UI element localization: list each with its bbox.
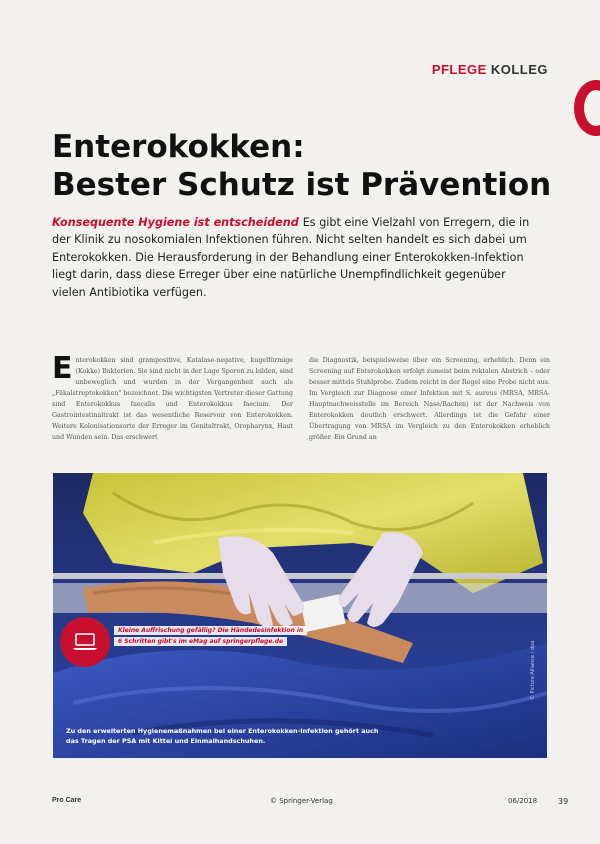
body-column-1 xyxy=(52,355,293,455)
section-tag-part2: KOLLEG xyxy=(490,62,548,77)
body-column-1-text: nterokokken sind grampositive, Katalase-negative, kugelförmige (Kokke) Bakterien. Sie sind nicht in der Lage Sporen zu bilden, sind unbeweglich und wurden in der Vergangenheit auch als „Fäkalstreptokokken" bezeichnet. Die wichtigsten Vertreter dieser Gattung sind Enterokokkus faecalis und Enterokokkus faecium. Der Gastrointestinaltrakt ist das wesentliche Reservoir von Enterokokken. Weitere Kolonisationsorte der Erreger im Genitaltrakt, Oropharynx, Haut und Wunden sein. Das erschwert xyxy=(52,357,293,441)
title-line-1: Enterokokken: xyxy=(52,129,305,165)
photo-illustration xyxy=(53,473,547,758)
emag-note-line-1: Kleine Auffrischung gefällig? Die Händedesinfektion in xyxy=(114,626,307,635)
body-columns xyxy=(52,355,550,455)
photo-credit: © Picture Alliance / dpa xyxy=(530,640,536,700)
emag-note xyxy=(114,626,307,646)
lead-emphasis: Konsequente Hygiene ist entscheidend xyxy=(52,216,299,229)
page-title xyxy=(52,128,552,204)
lead-text: Es gibt eine Vielzahl von Erregern, die in der Klinik zu nosokomialen Infektionen führen. Nicht selten handelt es sich dabei um Enterokokken. Die Herausforderung in der Behandlung einer Enterokokken-Infektion liegt darin, dass diese Erreger über eine natürliche Unempfindlichkeit gegenüber vielen Antibiotika verfügen. xyxy=(52,216,530,299)
body-column-2-text: die Diagnostik, beispielsweise über ein Screening, erheblich. Denn ein Screening auf Enterokokken erfolgt zumeist beim rektalen Abstrich – oder besser mittels Stuhlprobe. Zudem reicht in der Regel eine Probe nicht aus. Im Vergleich zur Diagnose einer Infektion mit S. aureus (MRSA, MRSA-Hauptnachweisstelle im Bereich Nase/Rachen) ist der Nachweis von Enterokokken deutlich erschwert. Allerdings ist die Gefahr einer Übertragung von MRSA im Vergleich zu den Enterokokken erheblich größer. Ein Grund an xyxy=(309,357,550,441)
footer-journal: Pro Care xyxy=(52,797,82,804)
footer-publisher: © Springer-Verlag xyxy=(270,797,333,805)
section-tag xyxy=(432,62,548,77)
article-photo xyxy=(53,473,547,758)
emag-badge[interactable] xyxy=(60,617,110,667)
dropcap: E xyxy=(52,355,73,386)
laptop-icon xyxy=(73,633,97,651)
footer-page-number: 39 xyxy=(558,797,569,806)
emag-note-line-2: 6 Schritten gibt's im eMag auf springerpflege.de xyxy=(114,637,287,646)
section-tag-part1: PFLEGE xyxy=(431,62,487,77)
footer-issue: 06/2018 xyxy=(508,797,538,805)
edge-ring-mark xyxy=(574,80,600,136)
title-line-2: Bester Schutz ist Prävention xyxy=(52,167,552,203)
lead-paragraph xyxy=(52,214,538,301)
body-column-2 xyxy=(309,355,550,455)
photo-caption: Zu den erweiterten Hygienemaßnahmen bei einer Enterokokken-Infektion gehört auch das Tragen der PSA mit Kittel und Einmalhandschuhen. xyxy=(66,727,379,745)
